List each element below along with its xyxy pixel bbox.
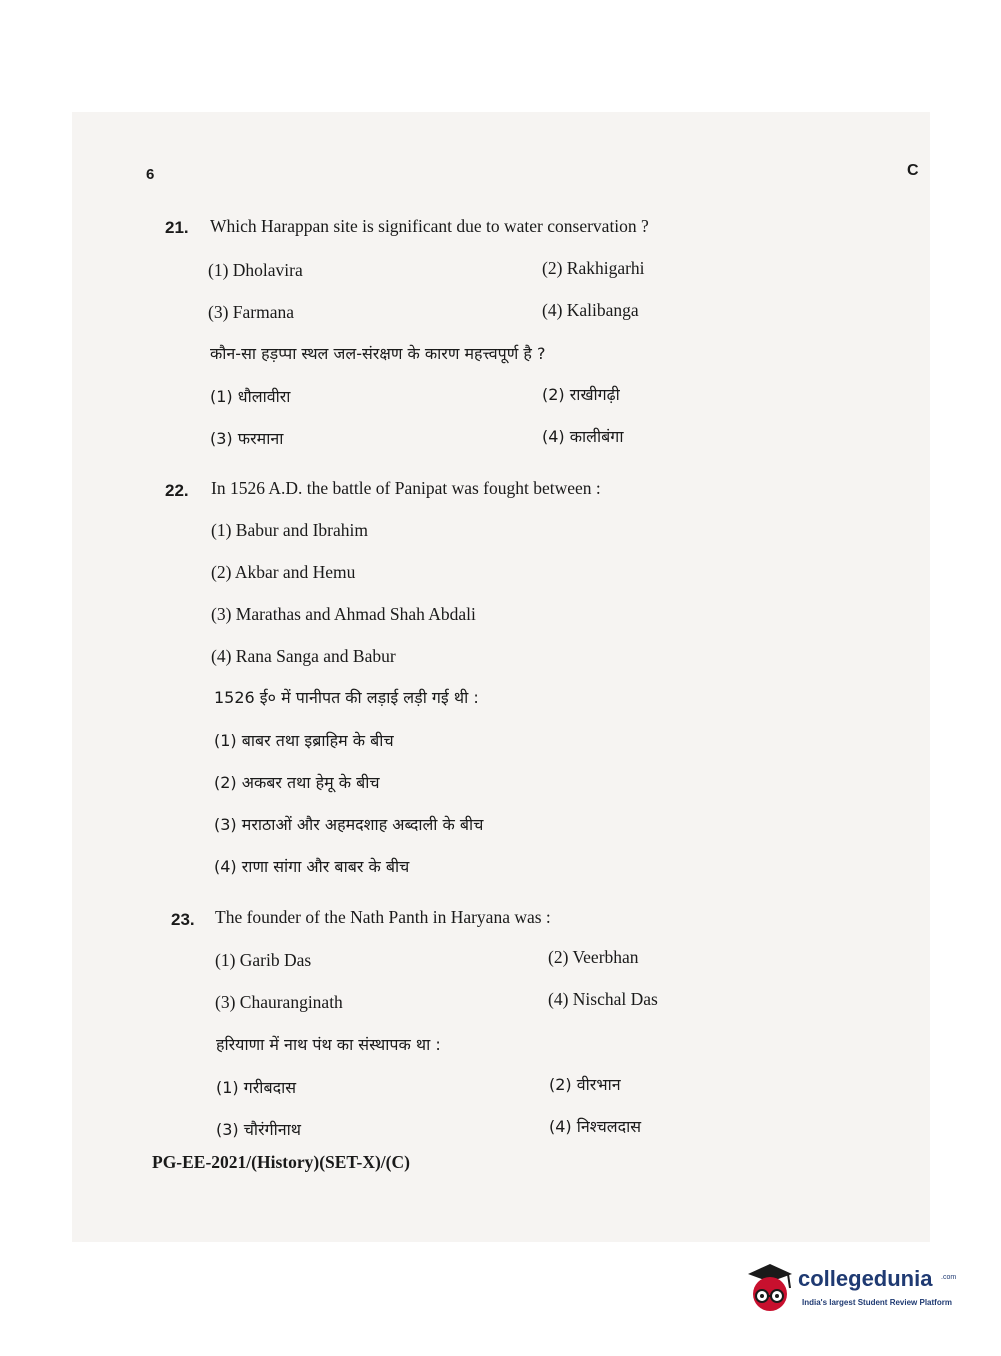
option: (4) Rana Sanga and Babur bbox=[211, 646, 396, 666]
option: (3) चौरंगीनाथ bbox=[216, 1120, 301, 1139]
option: (4) Kalibanga bbox=[542, 300, 639, 320]
question-number: 21. bbox=[165, 218, 189, 237]
option: (1) Dholavira bbox=[208, 260, 303, 280]
question-text-hi: कौन-सा हड़प्पा स्थल जल-संरक्षण के कारण महत्त्वपूर्ण है ? bbox=[210, 344, 546, 363]
option: (2) वीरभान bbox=[549, 1075, 621, 1094]
option: (3) Chauranginath bbox=[215, 992, 343, 1012]
option: (3) मराठाओं और अहमदशाह अब्दाली के बीच bbox=[214, 815, 484, 834]
option: (1) Babur and Ibrahim bbox=[211, 520, 368, 540]
collegedunia-logo bbox=[744, 1262, 974, 1318]
option: (3) Farmana bbox=[208, 302, 295, 322]
question-text-en: Which Harappan site is significant due to water conservation ? bbox=[210, 216, 649, 236]
question-text-hi: हरियाणा में नाथ पंथ का संस्थापक था : bbox=[216, 1035, 441, 1054]
option: (3) Marathas and Ahmad Shah Abdali bbox=[211, 604, 476, 624]
option: (2) राखीगढ़ी bbox=[542, 385, 620, 404]
option: (4) Nischal Das bbox=[548, 989, 658, 1009]
question-number: 22. bbox=[165, 481, 189, 500]
option: (3) फरमाना bbox=[210, 429, 284, 448]
option: (2) Akbar and Hemu bbox=[211, 562, 356, 582]
paper-code-footer: PG-EE-2021/(History)(SET-X)/(C) bbox=[152, 1152, 410, 1172]
option: (1) Garib Das bbox=[215, 950, 312, 970]
question-text-hi: 1526 ई० में पानीपत की लड़ाई लड़ी गई थी : bbox=[214, 688, 479, 707]
brand-tagline: India's largest Student Review Platform bbox=[802, 1298, 952, 1307]
option: (4) राणा सांगा और बाबर के बीच bbox=[214, 857, 410, 876]
option: (1) बाबर तथा इब्राहिम के बीच bbox=[214, 731, 394, 750]
page-number: 6 bbox=[146, 166, 155, 183]
question-number: 23. bbox=[171, 910, 195, 929]
brand-suffix: .com bbox=[941, 1274, 957, 1281]
option: (4) निश्चलदास bbox=[549, 1117, 642, 1136]
option: (1) धौलावीरा bbox=[210, 387, 291, 406]
brand-name: collegedunia bbox=[798, 1266, 933, 1291]
option: (4) कालीबंगा bbox=[542, 427, 624, 446]
question-text-en: In 1526 A.D. the battle of Panipat was fought between : bbox=[211, 478, 601, 498]
exam-page bbox=[72, 112, 930, 1242]
mascot-icon bbox=[744, 1262, 796, 1318]
option: (2) Rakhigarhi bbox=[542, 258, 645, 278]
set-code: C bbox=[907, 162, 919, 179]
option: (2) Veerbhan bbox=[548, 947, 639, 967]
option: (1) गरीबदास bbox=[216, 1078, 297, 1097]
question-text-en: The founder of the Nath Panth in Haryana was : bbox=[215, 907, 551, 927]
option: (2) अकबर तथा हेमू के बीच bbox=[214, 773, 380, 792]
